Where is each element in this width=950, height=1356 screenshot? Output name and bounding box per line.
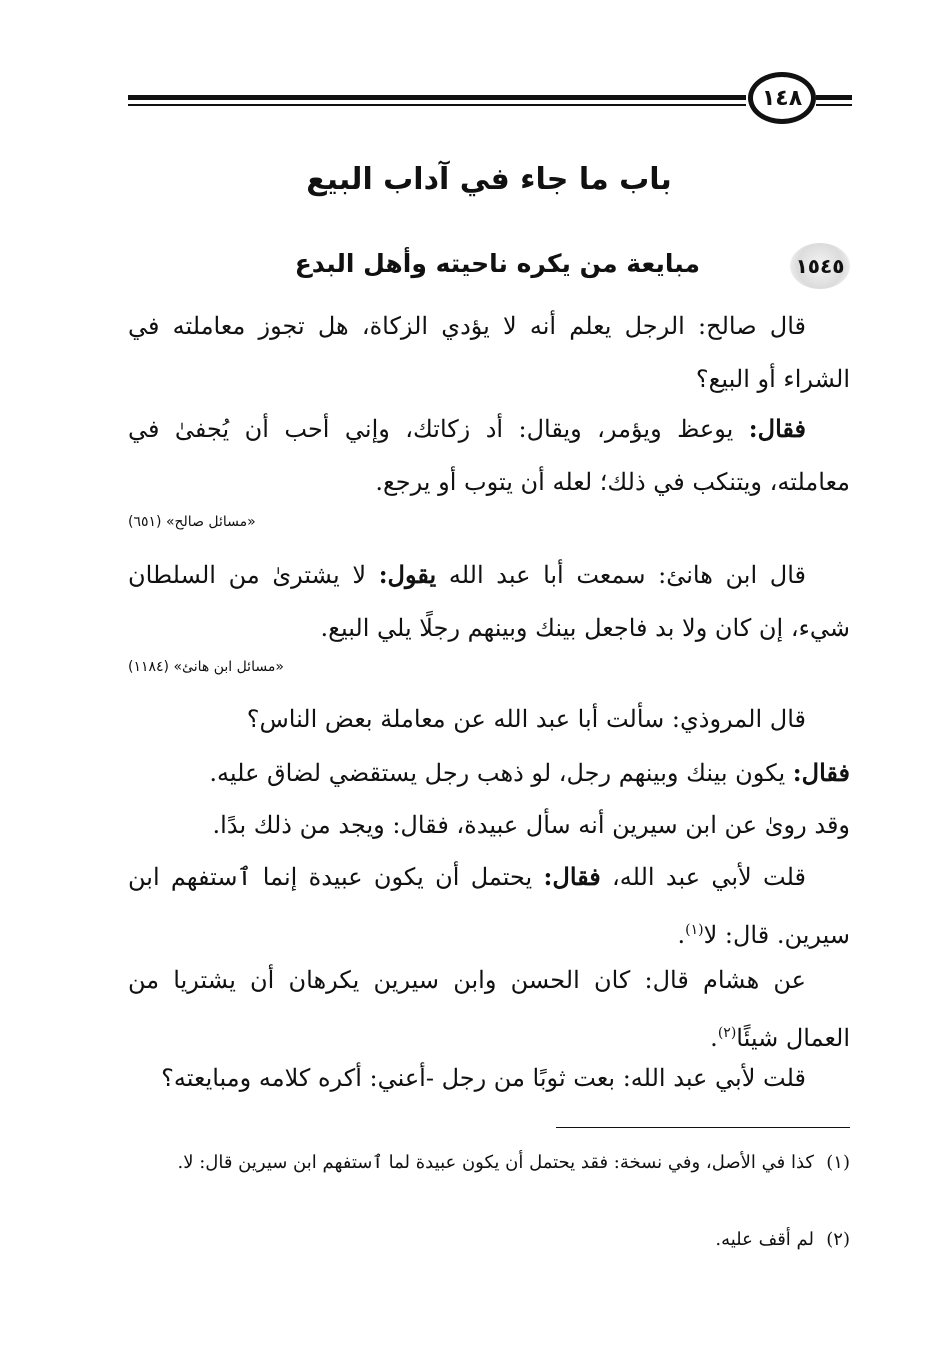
footnote-number: (١): [826, 1152, 850, 1173]
footnote-text: لم أقف عليه.: [715, 1229, 814, 1250]
header-rule-right-thick: [816, 95, 852, 100]
paragraph-2: [128, 402, 850, 509]
paragraph-9: [128, 1052, 850, 1105]
section-number-badge: ١٥٤٥: [790, 243, 850, 289]
paragraph-5: [128, 746, 850, 800]
paragraph-end: .: [710, 1024, 718, 1052]
page-number: ١٤٨: [748, 72, 816, 124]
paragraph-text: قال المروذي: سألت أبا عبد الله عن معاملة بعض الناس؟: [246, 705, 806, 733]
paragraph-text: يكون بينك وبينهم رجل، لو ذهب رجل يستقضي لضاق عليه.: [209, 759, 793, 787]
footnote-1: [128, 1146, 850, 1179]
footnote-ref-2[interactable]: (٢): [717, 1025, 737, 1041]
paragraph-8: [128, 954, 850, 1065]
paragraph-text: يوعظ ويؤمر، ويقال: أد زكاتك، وإني أحب أن يُجفىٰ في معاملته، ويتنكب في ذلك؛ لعله أن يتوب أو يرجع.: [128, 415, 850, 496]
footnote-2: [128, 1223, 850, 1256]
header-rule-thin: [128, 104, 746, 106]
chapter-title: باب ما جاء في آداب البيع: [306, 162, 672, 197]
footnote-ref-1[interactable]: (١): [685, 922, 704, 938]
paragraph-6: [128, 799, 850, 852]
speaker-label: فقال:: [792, 758, 850, 787]
paragraph-text: قال ابن هانئ: سمعت أبا عبد الله: [436, 561, 806, 589]
speaker-label: يقول:: [378, 560, 437, 589]
paragraph-1: [128, 300, 850, 406]
paragraph-text: يحتمل أن يكون عبيدة إنما ٱستفهم ابن سيرين. قال: لا: [128, 863, 850, 949]
paragraph-3: [128, 548, 850, 655]
section-title: مبايعة من يكره ناحيته وأهل البدع: [294, 249, 700, 278]
paragraph-text: عن هشام قال: كان الحسن وابن سيرين يكرهان أن يشتريا من العمال شيئًا: [128, 966, 850, 1052]
citation-2: «مسائل ابن هانئ» (١١٨٤): [128, 659, 284, 675]
paragraph-text: وقد رویٰ عن ابن سيرين أنه سأل عبيدة، فقال: ويجد من ذلك بدًا.: [212, 811, 850, 839]
footnote-number: (٢): [826, 1229, 850, 1250]
section-header: [128, 243, 850, 289]
header-rule-thick: [128, 95, 746, 100]
paragraph-text: قلت لأبي عبد الله: بعت ثوبًا من رجل -أعني: أكره كلامه ومبايعته؟: [161, 1064, 806, 1092]
footnote-text: كذا في الأصل، وفي نسخة: فقد يحتمل أن يكون عبيدة لما ٱستفهم ابن سيرين قال: لا.: [177, 1152, 814, 1173]
speaker-label: فقال:: [748, 414, 806, 443]
header-rule-right-thin: [816, 104, 852, 106]
paragraph-text: قال صالح: الرجل يعلم أنه لا يؤدي الزكاة، هل تجوز معاملته في الشراء أو البيع؟: [128, 312, 850, 393]
paragraph-7: [128, 850, 850, 962]
footnote-separator: [556, 1127, 850, 1128]
speaker-label: فقال:: [543, 862, 601, 891]
paragraph-text: قلت لأبي عبد الله،: [600, 863, 806, 891]
paragraph-end: .: [677, 921, 686, 949]
citation-1: «مسائل صالح» (٦٥١): [128, 514, 256, 530]
paragraph-text: لا يشترىٰ من السلطان شيء، إن كان ولا بد فاجعل بينك وبينهم رجلًا يلي البيع.: [128, 561, 850, 642]
paragraph-4: [128, 693, 850, 746]
